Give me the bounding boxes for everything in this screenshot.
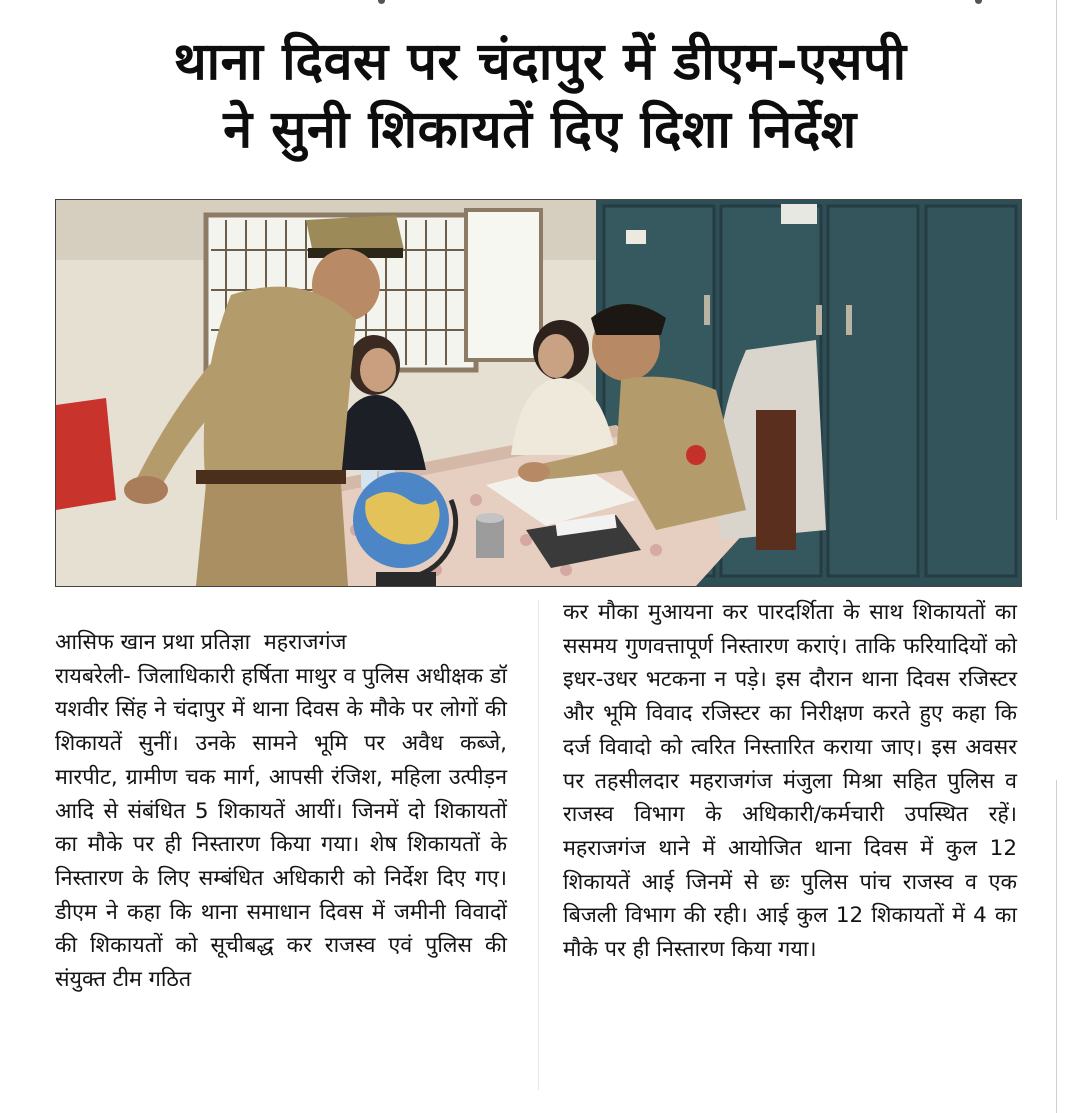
article-body-right: कर मौका मुआयना कर पारदर्शिता के साथ शिकायतों का ससमय गुणवत्तापूर्ण निस्तारण कराएं। ताकि फरियादियों को इधर-उधर भटकना न पड़े। इस दौरान थाना दिवस रजिस्टर और भूमि विवाद रजिस्टर का निरीक्षण करते हुए कहा कि दर्ज विवादो को त्वरित निस्तारित कराया जाए। इस अवसर पर तहसीलदार महराजगंज मंजुला मिश्रा सहित पुलिस व राजस्व विभाग के अधिकारी/कर्मचारी उपस्थित रहें। महराजगंज थाने में आयोजित थाना दिवस में कुल 12 शिकायतें आई जिनमें से छः पुलिस पांच राजस्व व एक बिजली विभाग की रही। आई कुल 12 शिकायतों में 4 का मौके पर ही निस्तारण किया गया। [563, 600, 1017, 963]
article-column-left [55, 626, 507, 1086]
top-crop-mark [975, 0, 982, 4]
article-body-left: रायबरेली- जिलाधिकारी हर्षिता माथुर व पुलिस अधीक्षक डॉ यशवीर सिंह ने चंदापुर में थाना दिवस के मौके पर लोगों की शिकायतें सुनीं। उनके सामने भूमि पर अवैध कब्जे, मारपीट, ग्रामीण चक मार्ग, आपसी रंजिश, महिला उत्पीड़न आदि से संबंधित 5 शिकायतें आयीं। जिनमें दो शिकायतों का मौके पर ही निस्तारण किया गया। शेष शिकायतों के निस्तारण के लिए सम्बंधित अधिकारी को निर्देश दिए गए। डीएम ने कहा कि थाना समाधान दिवस में जमीनी विवादों की शिकायतों को सूचीबद्ध कर राजस्व एवं पुलिस की संयुक्त टीम गठित [55, 663, 507, 993]
top-crop-mark [378, 0, 385, 4]
byline: आसिफ खान प्रथा प्रतिज्ञा महराजगंज [55, 630, 347, 655]
adjacent-column-rule-top [1056, 0, 1057, 520]
headline-line-1: थाना दिवस पर चंदापुर में डीएम-एसपी [173, 32, 907, 92]
adjacent-column-rule-bottom [1056, 780, 1057, 1113]
red-chair [56, 398, 116, 510]
article-column-right [563, 596, 1017, 1086]
column-divider [538, 600, 539, 1090]
headline [40, 28, 1040, 164]
news-photo-illustration [56, 200, 1021, 586]
headline-line-2: ने सुनी शिकायतें दिए दिशा निर्देश [223, 100, 857, 160]
news-photo [55, 199, 1022, 587]
